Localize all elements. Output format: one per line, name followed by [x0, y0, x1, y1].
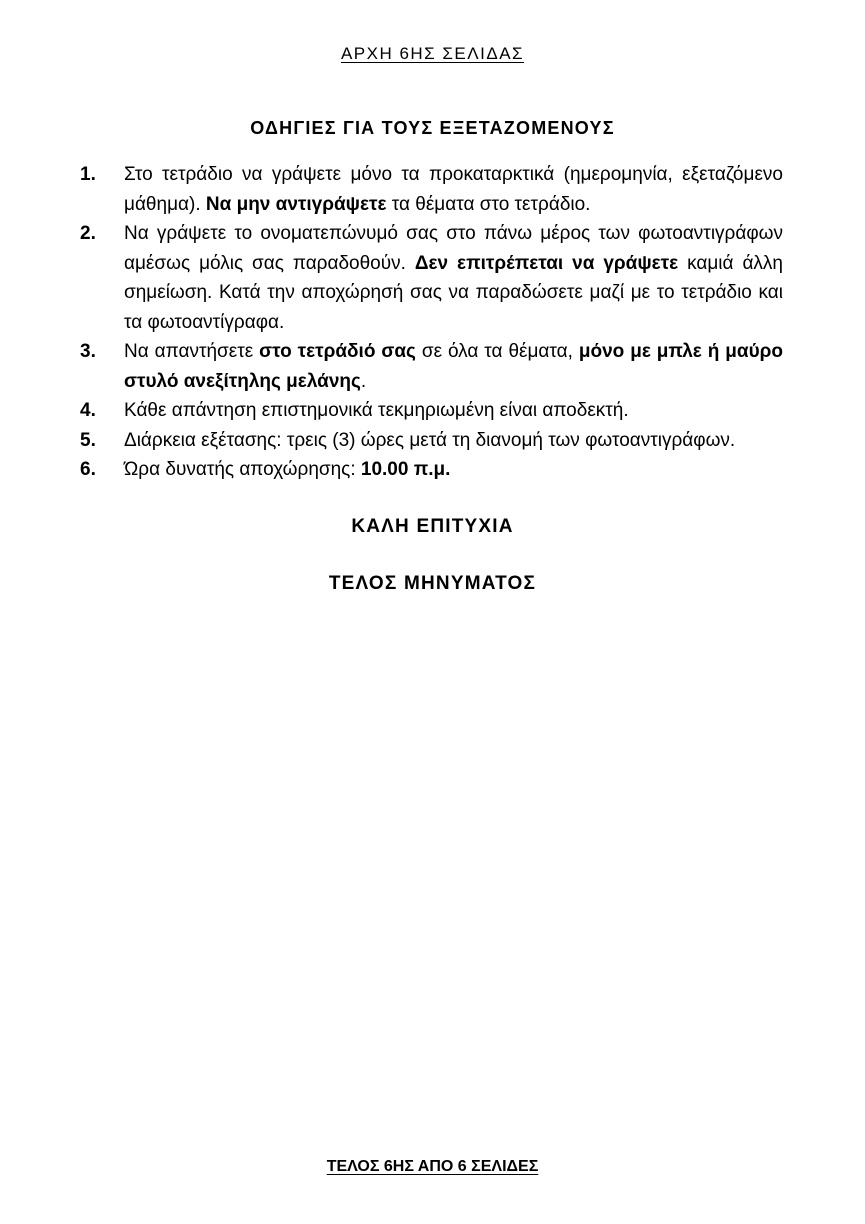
instruction-text — [124, 426, 783, 456]
instruction-number: 5. — [80, 429, 96, 451]
instruction-emphasis: Να μην αντιγράψετε — [205, 193, 387, 215]
instruction-number: 1. — [80, 164, 96, 185]
instruction-number: 6. — [80, 459, 96, 480]
instruction-segment: καμιά άλλη σημείωση. Κατά την αποχώρησή σας να παραδώσετε μαζί με το τετράδιο και τα φωτοαντίγραφα. — [124, 252, 784, 333]
instruction-item — [80, 337, 783, 396]
instruction-segment: Διάρκεια εξέτασης: τρεις (3) ώρες μετά τη διανομή των φωτοαντιγράφων. — [124, 429, 736, 451]
instruction-number: 2. — [80, 223, 96, 244]
instruction-text — [124, 219, 783, 337]
instruction-segment: Να γράψετε το ονοματεπώνυμό σας στο πάνω μέρος των φωτοαντιγράφων αμέσως μόλις σας παραδοθούν. — [124, 223, 783, 274]
instructions-list — [80, 160, 783, 485]
instruction-segment: σε όλα τα θέματα, — [415, 341, 579, 362]
instruction-segment: Να απαντήσετε — [124, 341, 260, 362]
instruction-item — [80, 455, 783, 485]
instruction-text — [124, 455, 783, 485]
instruction-emphasis: Δεν επιτρέπεται να γράψετε — [414, 252, 679, 274]
instruction-item — [80, 219, 783, 337]
page-header: ΑΡΧΗ 6ΗΣ ΣΕΛΙΔΑΣ — [340, 44, 525, 63]
instruction-emphasis: μόνο με μπλε ή μαύρο στυλό ανεξίτηλης μελάνης — [124, 341, 783, 392]
good-luck-text: ΚΑΛΗ ΕΠΙΤΥΧΙΑ — [351, 516, 514, 537]
instruction-segment: . — [360, 370, 367, 392]
instruction-text — [124, 337, 783, 396]
page-footer: ΤΕΛΟΣ 6ΗΣ ΑΠΟ 6 ΣΕΛΙΔΕΣ — [326, 1158, 539, 1175]
instruction-segment: Ώρα δυνατής αποχώρησης: — [124, 459, 361, 480]
instruction-text — [124, 396, 783, 426]
instruction-item — [80, 426, 783, 456]
instruction-item — [80, 396, 783, 426]
instruction-number: 4. — [80, 400, 96, 421]
instruction-item — [80, 160, 783, 219]
instruction-segment: τα θέματα στο τετράδιο. — [386, 193, 591, 215]
instruction-text — [124, 160, 783, 219]
instruction-emphasis: 10.00 π.μ. — [360, 459, 451, 480]
end-of-message-text: ΤΕΛΟΣ ΜΗΝΥΜΑΤΟΣ — [328, 573, 537, 594]
instruction-segment: Κάθε απάντηση επιστημονικά τεκμηριωμένη είναι αποδεκτή. — [124, 400, 629, 421]
instruction-segment: Στο τετράδιο να γράψετε μόνο τα προκαταρκτικά (ημερομηνία, εξεταζόμενο μάθημα). — [124, 164, 783, 215]
instruction-number: 3. — [80, 341, 96, 362]
section-title: ΟΔΗΓΙΕΣ ΓΙΑ ΤΟΥΣ ΕΞΕΤΑΖΟΜΕΝΟΥΣ — [250, 118, 615, 138]
instruction-emphasis: στο τετράδιό σας — [259, 341, 416, 362]
